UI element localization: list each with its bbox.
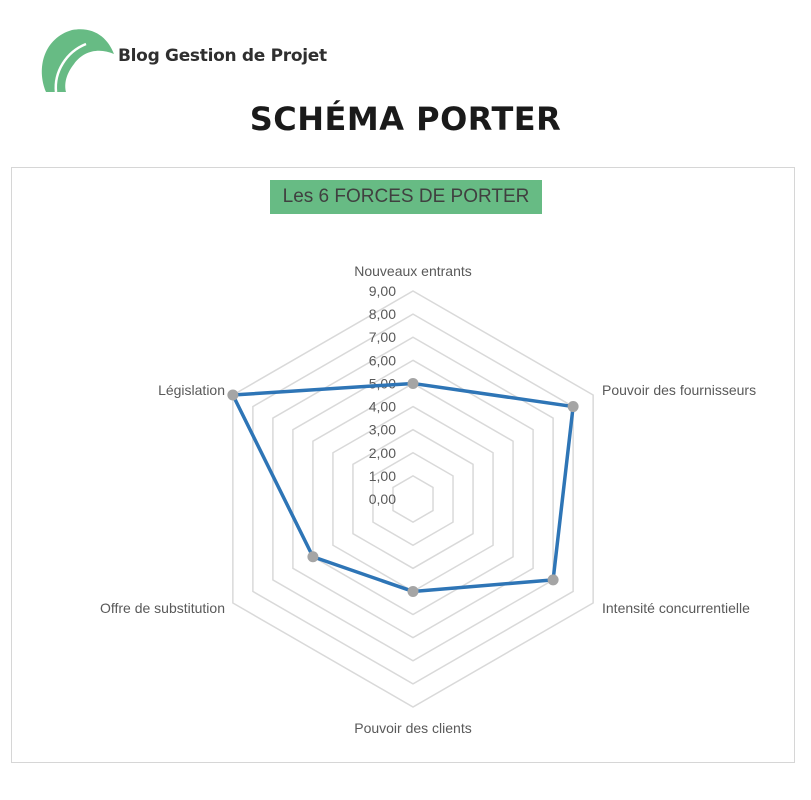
- grid-ring: [253, 314, 573, 684]
- data-point: [227, 390, 238, 401]
- brand-name: Blog Gestion de Projet: [118, 46, 327, 66]
- page-title: SCHÉMA PORTER: [249, 100, 562, 138]
- category-label: Nouveaux entrants: [354, 263, 472, 279]
- r-tick-label: 0,00: [368, 491, 396, 507]
- category-label: Législation: [158, 382, 225, 398]
- grid-ring: [333, 407, 493, 592]
- data-point: [307, 551, 318, 562]
- grid-ring: [313, 383, 513, 614]
- r-tick-label: 4,00: [368, 398, 396, 415]
- data-point: [408, 586, 419, 597]
- category-label: Pouvoir des clients: [354, 720, 472, 736]
- category-label: Pouvoir des fournisseurs: [602, 382, 757, 398]
- r-tick-label: 1,00: [368, 467, 396, 484]
- r-tick-label: 9,00: [368, 283, 396, 299]
- r-tick-label: 8,00: [368, 306, 396, 323]
- r-tick-label: 5,00: [368, 375, 396, 392]
- data-point: [408, 378, 419, 389]
- r-tick-label: 6,00: [368, 352, 396, 369]
- data-point: [548, 574, 559, 585]
- grid-ring: [393, 476, 433, 522]
- r-tick-label: 7,00: [368, 329, 396, 346]
- chart-title: Les 6 FORCES DE PORTER: [282, 186, 530, 207]
- grid-ring: [233, 291, 593, 707]
- series-line: [233, 383, 573, 591]
- r-tick-label: 2,00: [368, 444, 396, 461]
- category-label: Intensité concurrentielle: [602, 600, 750, 616]
- r-tick-label: 3,00: [368, 421, 396, 438]
- category-label: Offre de substitution: [99, 600, 225, 616]
- data-point: [568, 401, 579, 412]
